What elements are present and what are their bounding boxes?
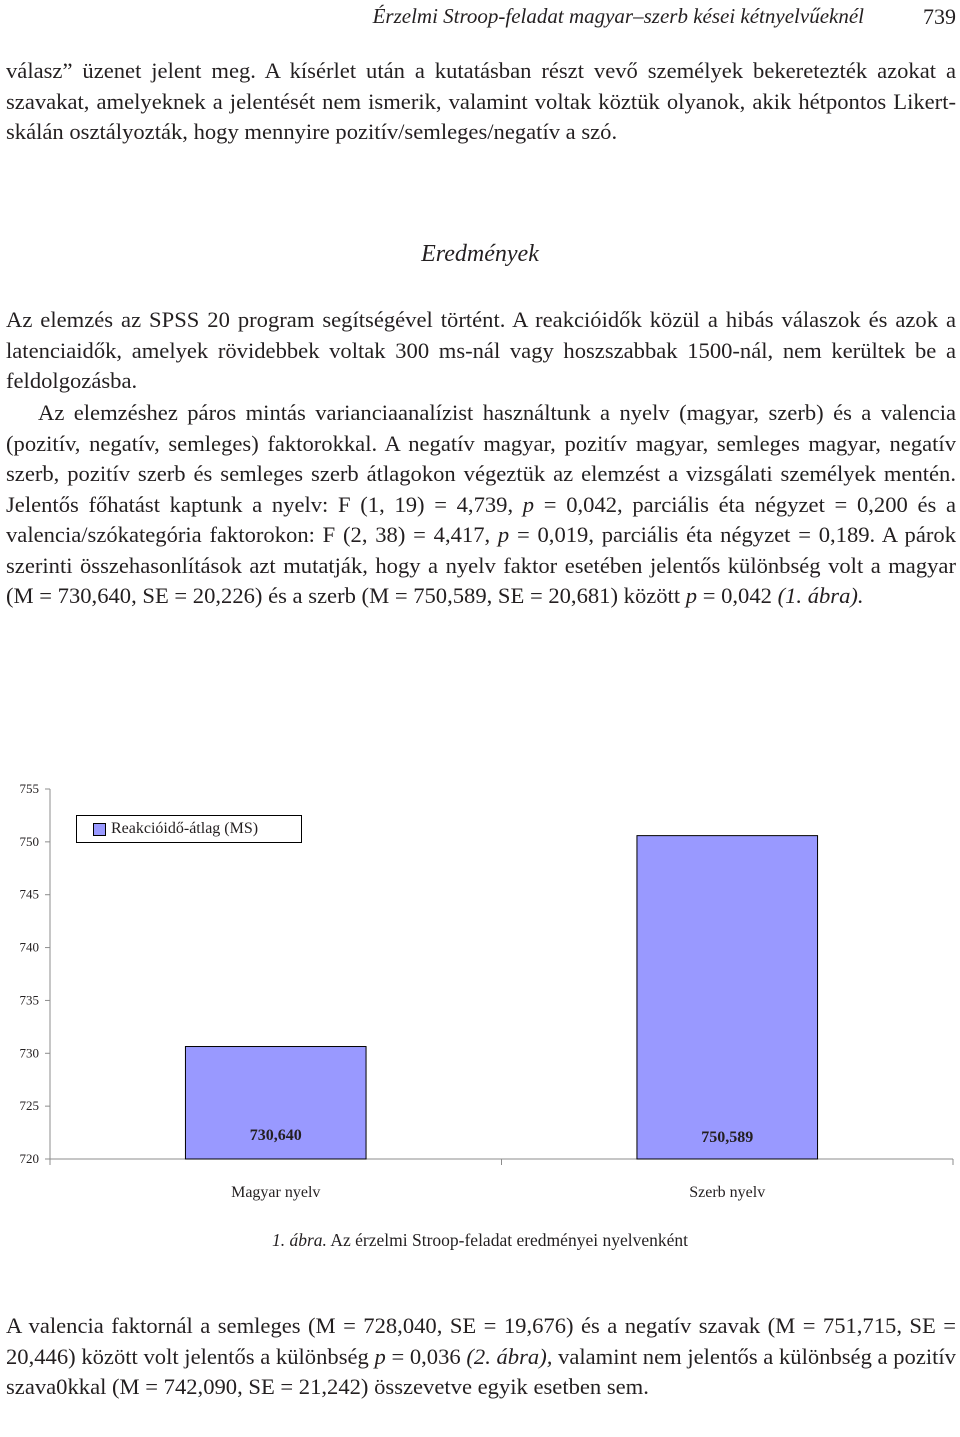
y-tick-label: 735 <box>19 992 39 1008</box>
legend-label: Reakcióidő-átlag (MS) <box>111 820 259 837</box>
y-tick-label: 740 <box>19 939 39 955</box>
bar <box>637 836 818 1159</box>
results-text-part1: Az elemzéshez páros mintás varianciaanalízist használtunk a nyelv (magyar, szerb) és a valencia (pozitív, negatív, semleges) faktorokkal. A negatív magyar, pozitív magyar, semleges magyar, negatív szerb, pozitív szerb és semleges szerb átlagokon végeztük az elemzést a vizsgálati személyek mentén. Jelentős főhatást kaptunk a nyelv: F (1, 19) = 4,739, <box>6 400 956 517</box>
figure-caption <box>0 1230 960 1251</box>
x-category-label: Szerb nyelv <box>689 1184 766 1201</box>
figure-number: 1. ábra. <box>272 1230 327 1250</box>
p-symbol: p <box>522 491 535 517</box>
y-tick-label: 755 <box>19 781 39 796</box>
figure-reference: (2. ábra), <box>466 1343 553 1369</box>
p-symbol: p <box>497 522 510 547</box>
page-number: 739 <box>923 4 956 29</box>
y-tick-label: 745 <box>19 886 39 902</box>
y-tick-label: 720 <box>19 1151 39 1166</box>
y-tick-label: 725 <box>19 1098 39 1114</box>
results-paragraph-2 <box>6 398 956 612</box>
figure-caption-text: Az érzelmi Stroop-feladat eredményei nyelvenként <box>326 1230 688 1250</box>
chart-legend <box>76 815 302 843</box>
intro-paragraph: válasz” üzenet jelent meg. A kísérlet után a kutatásban részt vevő személyek bekeretezték azokat a szavakat, amelyeknek a jelentését nem ismerik, valamint voltak köztük olyanok, akik hétpontos Likert-skálán osztályozták, hogy mennyire pozitív/semleges/negatív a szó. <box>6 58 956 144</box>
results-text-part3: = 0,019, parciális éta négyzet = 0,189. A párok szerinti összehasonlítások azt mutatják, hogy a nyelv faktor esetében jelentős különbség volt a magyar (M = 730,640, SE = 20,226) és a szerb (M = 750,589, SE = 20,681) között <box>6 522 957 608</box>
page-header <box>0 4 956 34</box>
closing-text-part2: = 0,036 <box>385 1343 467 1369</box>
results-text-part4: = 0,042 <box>697 583 778 608</box>
bar-chart-figure <box>0 770 960 1210</box>
results-paragraph-1: Az elemzés az SPSS 20 program segítségével történt. A reakcióidők közül a hibás válaszok és azok a latenciaidők, amelyek rövidebbek voltak 300 ms-nál vagy hoszszabbak 1500-nál, nem kerültek be a feldolgozásba. <box>6 307 956 393</box>
data-label: 730,640 <box>249 1127 302 1144</box>
section-heading: Eredmények <box>421 241 539 267</box>
running-title: Érzelmi Stroop-feladat magyar–szerb kései kétnyelvűeknél <box>372 4 864 28</box>
closing-paragraph <box>6 1311 956 1403</box>
p-symbol: p <box>685 583 698 608</box>
legend-swatch <box>93 823 106 836</box>
closing-text-part1: A valencia faktornál a semleges (M = 728,040, SE = 19,676) és a negatív szavak (M = 751,715, SE = 20,446) között volt jelentős a különbség <box>6 1313 956 1369</box>
p-symbol: p <box>374 1343 386 1369</box>
y-tick-label: 750 <box>19 833 39 849</box>
closing-text-part3: valamint nem jelentős a különbség a pozitív szava0kkal (M = 742,090, SE = 21,242) összevetve egyik esetben sem. <box>6 1343 956 1399</box>
y-tick-label: 730 <box>19 1045 39 1061</box>
results-text-part2: = 0,042, parciális éta négyzet = 0,200 és a valencia/szókategória faktorokon: F (2, 38) = 4,417, <box>6 491 956 547</box>
figure-reference: (1. ábra). <box>777 583 864 608</box>
data-label: 750,589 <box>701 1129 754 1146</box>
x-category-label: Magyar nyelv <box>231 1184 321 1201</box>
